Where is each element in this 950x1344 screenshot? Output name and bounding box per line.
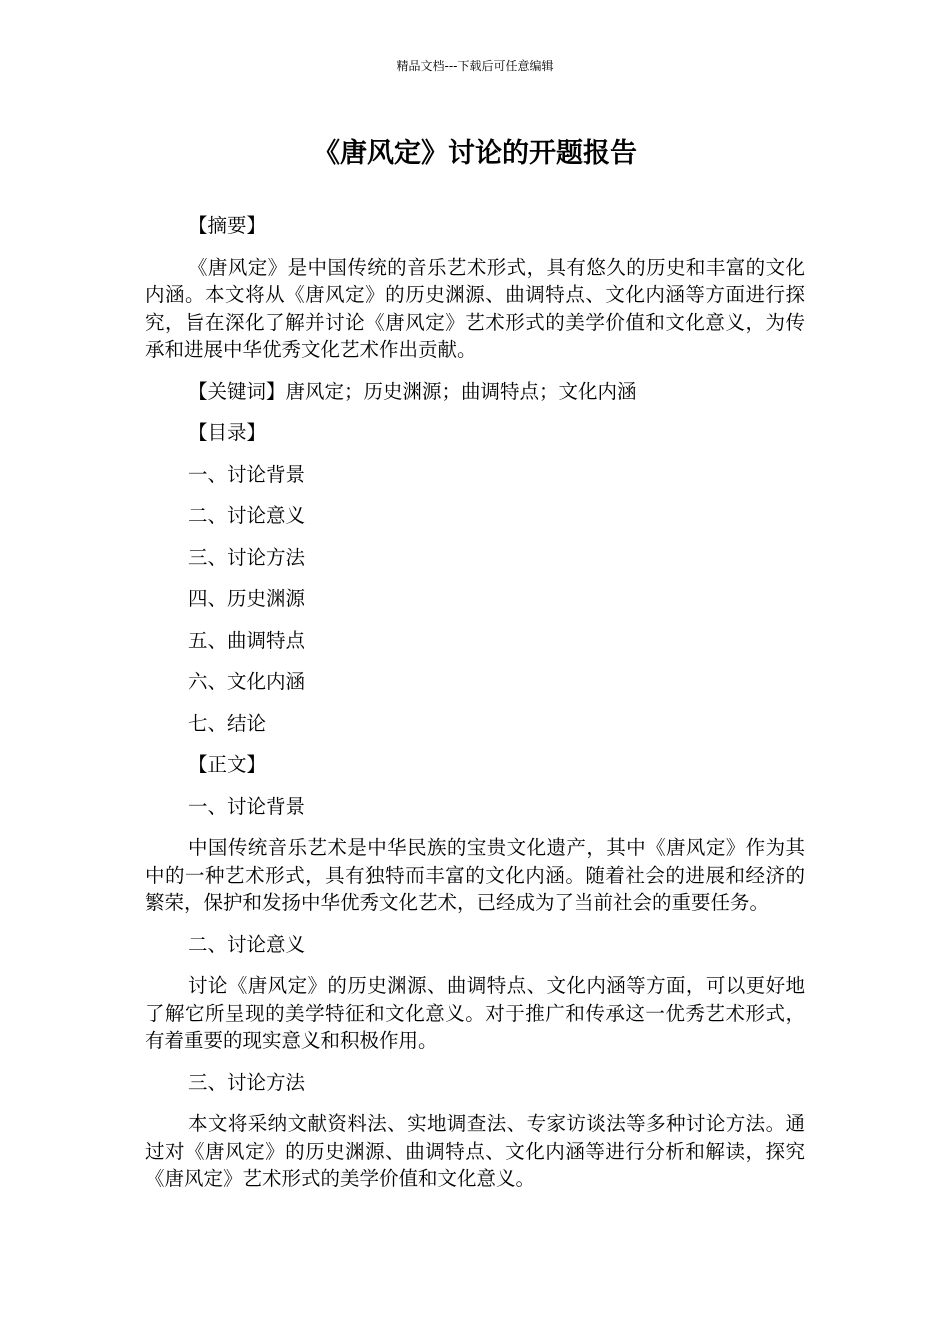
toc-item: 六、文化内涵 [188,670,306,693]
toc-heading: 【目录】 [188,421,267,444]
keywords: 【关键词】唐风定；历史渊源；曲调特点；文化内涵 [188,379,637,403]
abstract-text: 《唐风定》是中国传统的音乐艺术形式，具有悠久的历史和丰富的文化内涵。本文将从《唐风定》的历史渊源、曲调特点、文化内涵等方面进行探究，旨在深化了解并讨论《唐风定》艺术形式的美学价值和文化意义，为传承和进展中华优秀文化艺术作出贡献。 [145,255,805,361]
page-header: 精品文档---下载后可任意编辑 [396,59,554,73]
abstract-heading: 【摘要】 [188,214,267,237]
document-title: 《唐风定》讨论的开题报告 [313,138,637,169]
section-text: 讨论《唐风定》的历史渊源、曲调特点、文化内涵等方面，可以更好地了解它所呈现的美学特征和文化意义。对于推广和传承这一优秀艺术形式，有着重要的现实意义和积极作用。 [145,974,805,1052]
document-body [145,212,805,1207]
toc-item: 一、讨论背景 [188,462,306,486]
section-text: 本文将采纳文献资料法、实地调查法、专家访谈法等多种讨论方法。通过对《唐风定》的历史渊源、曲调特点、文化内涵等进行分析和解读，探究《唐风定》艺术形式的美学价值和文化意义。 [145,1112,805,1190]
toc-item: 四、历史渊源 [188,587,306,610]
toc-item: 二、讨论意义 [188,504,306,527]
section-heading: 一、讨论背景 [188,794,306,818]
toc-item: 五、曲调特点 [188,628,306,652]
section-text: 中国传统音乐艺术是中华民族的宝贵文化遗产，其中《唐风定》作为其中的一种艺术形式，具有独特而丰富的文化内涵。随着社会的进展和经济的繁荣，保护和发扬中华优秀文化艺术，已经成为了当前社会的重要任务。 [145,836,805,914]
main-heading: 【正文】 [188,753,267,776]
section-heading: 二、讨论意义 [188,932,306,956]
section-heading: 三、讨论方法 [188,1070,306,1094]
toc-item: 七、结论 [188,711,267,735]
toc-item: 三、讨论方法 [188,545,306,569]
